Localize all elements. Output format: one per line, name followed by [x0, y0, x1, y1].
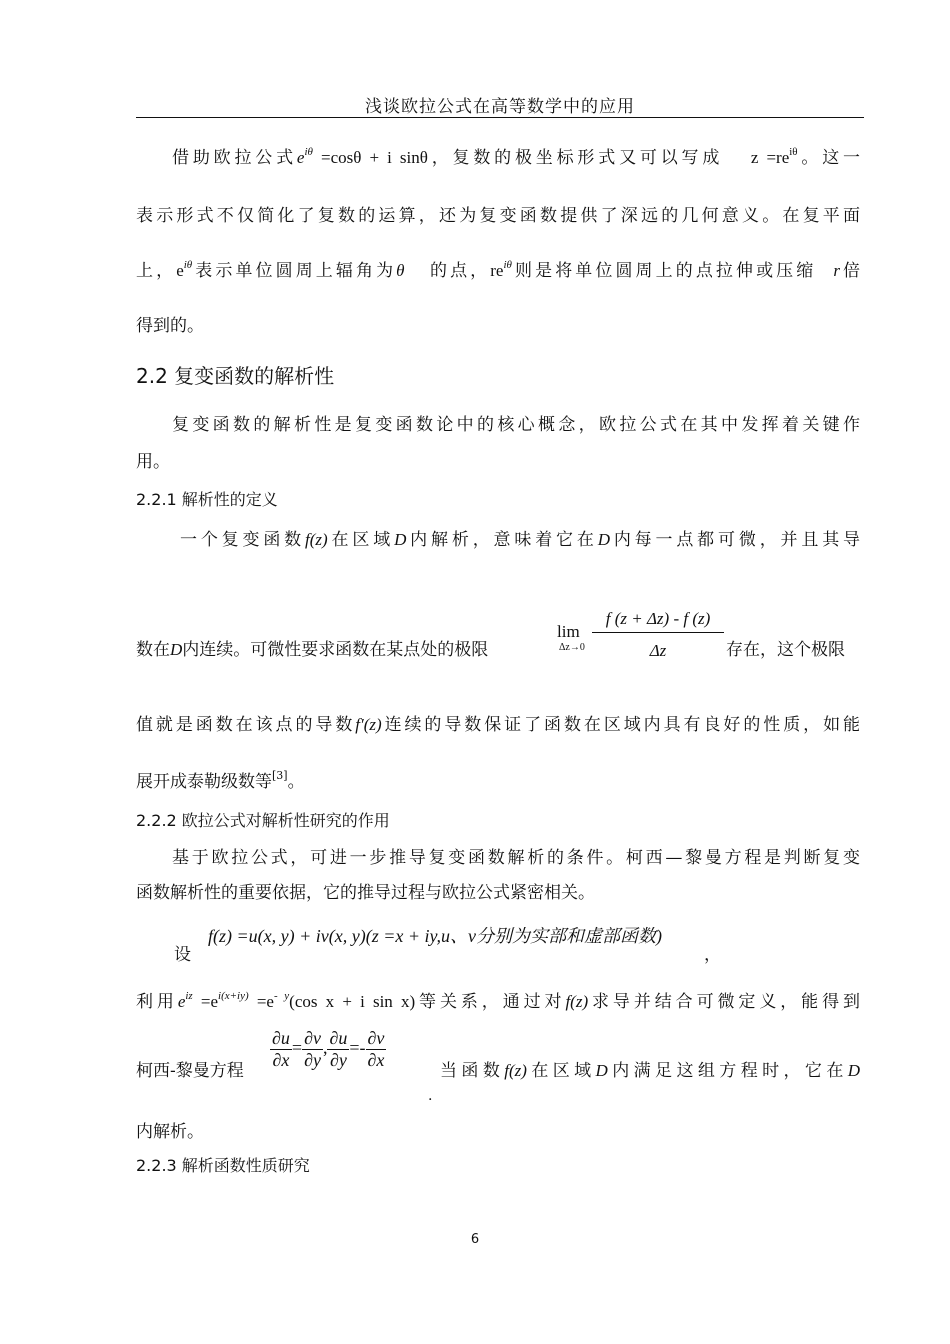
paragraph-1-line-3: 上，$e^{i\theta}$表示单位圆周上辐角为θ 的点，$re^{i\theta}$则是将单位圆周上的点拉伸或压缩 r倍	[136, 259, 861, 281]
limit-expression: lim Δz→0	[557, 622, 585, 653]
paragraph-2-line-1: 复变函数的解析性是复变函数论中的核心概念，欧拉公式在其中发挥着关键作	[172, 415, 860, 435]
paragraph-1-line-1: 借助欧拉公式$e^{i\theta} =\cos\theta + i$ sinθ，复数的极坐标形式又可以写成 $z =re^{i\theta}$。这一	[172, 146, 861, 168]
paragraph-4-line-5: 柯西-黎曼方程	[136, 1061, 244, 1081]
polar-form: $z =re^{i\theta}$	[750, 146, 798, 167]
eiz-relation: $e^{iz} =e^{i(x+iy)} =e^{- y}(\cos$ x + i sin x)	[177, 990, 416, 1011]
paragraph-3-line-1: 一个复变函数f(z)在区域D内解析，意味着它在D内每一点都可微，并且其导	[180, 530, 861, 550]
section-heading-2-2-2: 2.2.2 欧拉公式对解析性研究的作用	[136, 811, 390, 830]
paragraph-4-line-2: 函数解析性的重要依据，它的推导过程与欧拉公式紧密相关。	[136, 883, 595, 903]
set-equation: f(z) =u(x, y) + iv(x, y)(z =x + iy,u、v分别为实部和虚部函数)	[208, 926, 662, 946]
set-equation-comma: ，	[704, 945, 721, 965]
paragraph-1-line-4: 得到的。	[136, 316, 204, 336]
stray-dot: .	[428, 1088, 433, 1104]
section-heading-2-2: 2.2 复变函数的解析性	[136, 364, 335, 388]
page-number: 6	[470, 1232, 480, 1247]
header-rule	[136, 117, 864, 118]
paragraph-3-line-2: 数在D内连续。可微性要求函数在某点处的极限	[136, 640, 489, 660]
paragraph-3-line-2-end: 存在，这个极限	[726, 640, 845, 660]
paragraph-4-line-1: 基于欧拉公式，可进一步推导复变函数解析的条件。柯西—黎曼方程是判断复变	[172, 848, 860, 868]
paragraph-4-line-5-end: 当函数f(z)在区域D内满足这组方程时，它在D	[440, 1061, 861, 1081]
section-heading-2-2-3: 2.2.3 解析函数性质研究	[136, 1156, 310, 1175]
paragraph-3-line-3: 值就是函数在该点的导数f′(z)连续的导数保证了函数在区域内具有良好的性质，如能	[136, 715, 861, 735]
citation: [3]	[272, 769, 288, 782]
paragraph-4-line-6: 内解析。	[136, 1122, 204, 1142]
euler-formula: $e^{i\theta}$	[296, 146, 313, 167]
section-heading-2-2-1: 2.2.1 解析性的定义	[136, 490, 278, 509]
paragraph-3-line-4: 展开成泰勒级数等[3]。	[136, 769, 305, 792]
paragraph-4-line-4: 利用$e^{iz} =e^{i(x+iy)} =e^{- y}(\cos$ x + i sin x)等关系，通过对f(z)求导并结合可微定义，能得到	[136, 990, 860, 1012]
cauchy-riemann-equations: $\frac{\partial u}{\partial x}$ = $\frac{\partial v}{\partial y}$ , $\frac{\partial u}{\partial y}$ =- $\frac{\partial v}{\partial x}$	[272, 1028, 385, 1070]
running-header: 浅谈欧拉公式在高等数学中的应用	[365, 97, 635, 117]
paragraph-4-set: 设	[174, 945, 191, 965]
paragraph-2-line-2: 用。	[136, 452, 170, 472]
paragraph-1-line-2: 表示形式不仅简化了复数的运算，还为复变函数提供了深远的几何意义。在复平面	[136, 206, 860, 226]
difference-quotient: $\frac{f (z + \Delta z) - f (z)}{\Delta z}$	[592, 609, 724, 661]
